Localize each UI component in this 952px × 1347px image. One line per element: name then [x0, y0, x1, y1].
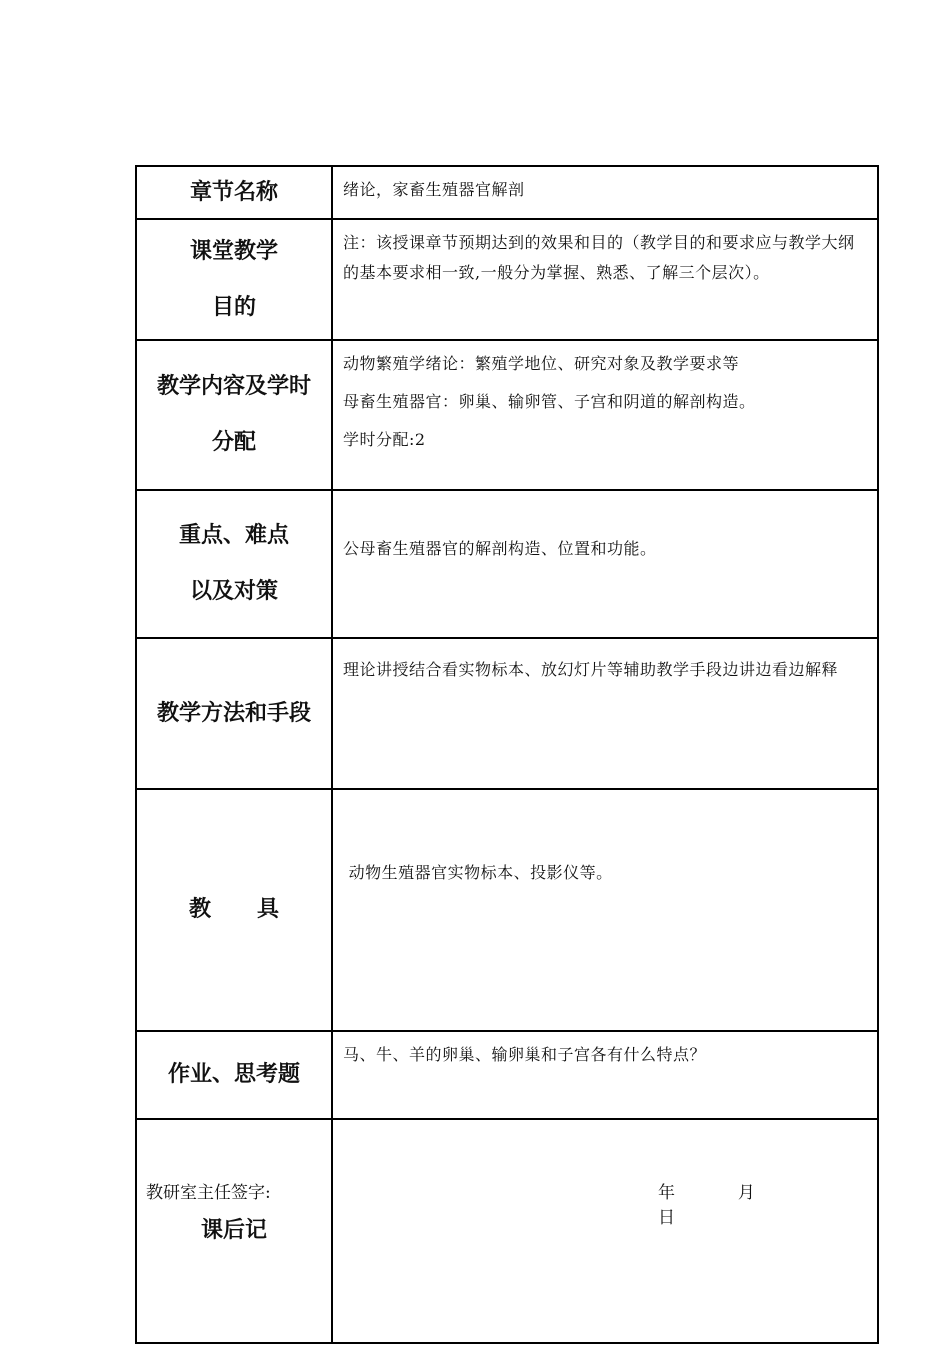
row-post-class-notes — [136, 1119, 878, 1343]
date-fields — [658, 1178, 826, 1228]
label-line: 教学内容及学时 — [156, 374, 311, 399]
row-label — [136, 340, 332, 490]
content-line: 理论讲授结合看实物标本、放幻灯片等辅助教学手段边讲边看边解释 — [343, 660, 839, 679]
label-line: 课堂教学 — [189, 238, 278, 264]
row-content — [332, 340, 878, 490]
row-label — [136, 166, 332, 219]
year-label: 年 — [658, 1183, 675, 1203]
label-line: 教 具 — [189, 897, 279, 922]
lesson-plan-table — [135, 165, 879, 1344]
label-line: 章节名称 — [189, 179, 278, 205]
content-line: 绪论，家畜生殖器官解剖 — [343, 180, 525, 199]
content-line: 马、牛、羊的卵巢、输卵巢和子宫各有什么特点？ — [343, 1045, 707, 1064]
content-line: 公母畜生殖器官的解剖构造、位置和功能。 — [343, 539, 657, 558]
row-chapter-name — [136, 166, 878, 219]
content-line: 学时分配:2 — [343, 430, 426, 449]
row-content-and-hours — [136, 340, 878, 490]
label-line: 重点、难点 — [178, 523, 289, 548]
row-content — [332, 1031, 878, 1119]
label-line: 目的 — [211, 294, 256, 320]
content-line: 注：该授课章节预期达到的效果和目的（教学目的和要求应与教学大纲的基本要求相一致,一般分为掌握、熟悉、了解三个层次）。 — [343, 233, 855, 282]
row-content — [332, 789, 878, 1031]
row-label — [136, 219, 332, 340]
row-content — [332, 166, 878, 219]
label-line: 课后记 — [200, 1218, 267, 1243]
row-teaching-aids — [136, 789, 878, 1031]
content-line: 动物生殖器官实物标本、投影仪等。 — [343, 863, 613, 882]
row-homework — [136, 1031, 878, 1119]
notes-area — [332, 1119, 878, 1343]
lesson-plan-sheet — [135, 165, 879, 1344]
row-key-points — [136, 490, 878, 638]
content-line: 动物繁殖学绪论：繁殖学地位、研究对象及教学要求等 — [343, 354, 740, 373]
label-line: 以及对策 — [189, 579, 278, 604]
row-label — [136, 1119, 332, 1343]
label-line: 分配 — [211, 430, 256, 455]
row-content — [332, 638, 878, 789]
row-content — [332, 219, 878, 340]
label-line: 作业、思考题 — [167, 1062, 300, 1087]
row-label — [136, 638, 332, 789]
signature-footer — [146, 1178, 826, 1228]
row-label — [136, 1031, 332, 1119]
row-label — [136, 490, 332, 638]
signature-label: 教研室主任签字: — [146, 1183, 271, 1203]
label-line: 教学方法和手段 — [156, 700, 311, 726]
row-content — [332, 490, 878, 638]
day-label: 日 — [658, 1208, 675, 1228]
row-label — [136, 789, 332, 1031]
month-label: 月 — [737, 1183, 755, 1203]
content-line: 母畜生殖器官：卵巢、输卵管、子宫和阴道的解剖构造。 — [343, 392, 756, 411]
row-teaching-objective — [136, 219, 878, 340]
row-teaching-methods — [136, 638, 878, 789]
